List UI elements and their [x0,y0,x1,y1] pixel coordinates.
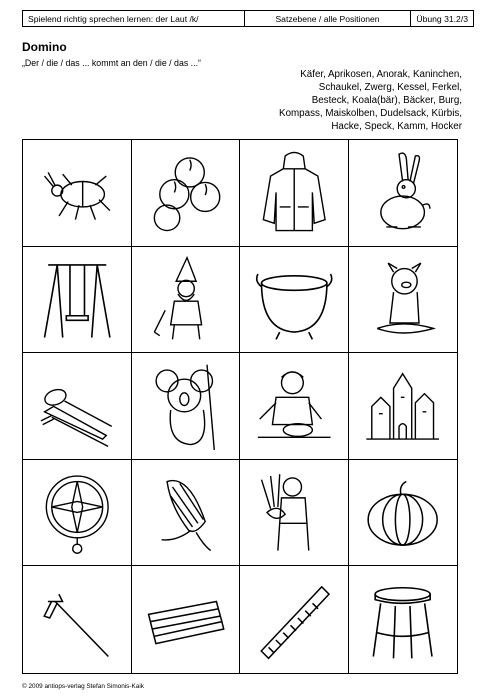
copyright-footer: © 2009 antiops-verlag Stefan Simonis-Kaik [22,683,144,690]
domino-tile[interactable] [23,353,132,460]
rabbit-icon [356,147,449,238]
header-topic: Spielend richtig sprechen lernen: der Laut /k/ [23,11,245,26]
bagpipes-icon [248,467,340,558]
domino-tile[interactable] [132,353,241,460]
domino-tile[interactable] [240,460,349,567]
compass-icon [31,467,123,558]
domino-tile[interactable] [23,140,132,247]
piglet-icon [356,254,449,345]
domino-tile[interactable] [132,247,241,354]
domino-tile[interactable] [240,247,349,354]
domino-tile[interactable] [132,140,241,247]
domino-grid [22,139,458,674]
dwarf-icon [139,254,231,345]
hoe-icon [31,574,123,666]
word-list-line: Kompass, Maiskolben, Dudelsack, Kürbis, [279,107,462,119]
domino-tile[interactable] [23,247,132,354]
header-exercise-number: Übung 31.2/3 [416,13,468,24]
domino-tile[interactable] [132,460,241,567]
word-list [279,69,462,134]
domino-tile[interactable] [349,140,458,247]
beetle-icon [31,147,123,238]
domino-tile[interactable] [349,460,458,567]
stool-icon [356,574,449,666]
comb-icon [248,574,340,666]
domino-tile[interactable] [240,566,349,673]
castle-icon [356,361,449,452]
word-list-line: Käfer, Aprikosen, Anorak, Kaninchen, [300,69,462,80]
domino-tile[interactable] [23,566,132,673]
baker-icon [248,361,340,452]
page-title: Domino [22,40,67,54]
domino-tile[interactable] [349,353,458,460]
domino-tile[interactable] [240,140,349,247]
sentence-pattern: „Der / die / das ... kommt an den / die / das ...“ [22,58,201,68]
corn-cob-icon [139,467,231,558]
domino-tile[interactable] [240,353,349,460]
kettle-icon [248,254,340,345]
domino-tile[interactable] [349,566,458,673]
word-list-line: Schaukel, Zwerg, Kessel, Ferkel, [318,81,462,93]
word-list-line: Hacke, Speck, Kamm, Hocker [331,120,462,132]
header-level: Satzebene / alle Positionen [245,11,412,26]
bacon-icon [139,574,231,666]
anorak-icon [248,147,340,238]
cutlery-icon [31,361,123,452]
worksheet-header [22,10,474,27]
swing-icon [31,254,123,345]
apricots-icon [139,147,231,238]
pumpkin-icon [356,467,449,558]
koala-icon [139,361,231,452]
word-list-line: Besteck, Koala(bär), Bäcker, Burg, [311,94,462,106]
domino-tile[interactable] [23,460,132,567]
domino-tile[interactable] [349,247,458,354]
domino-tile[interactable] [132,566,241,673]
